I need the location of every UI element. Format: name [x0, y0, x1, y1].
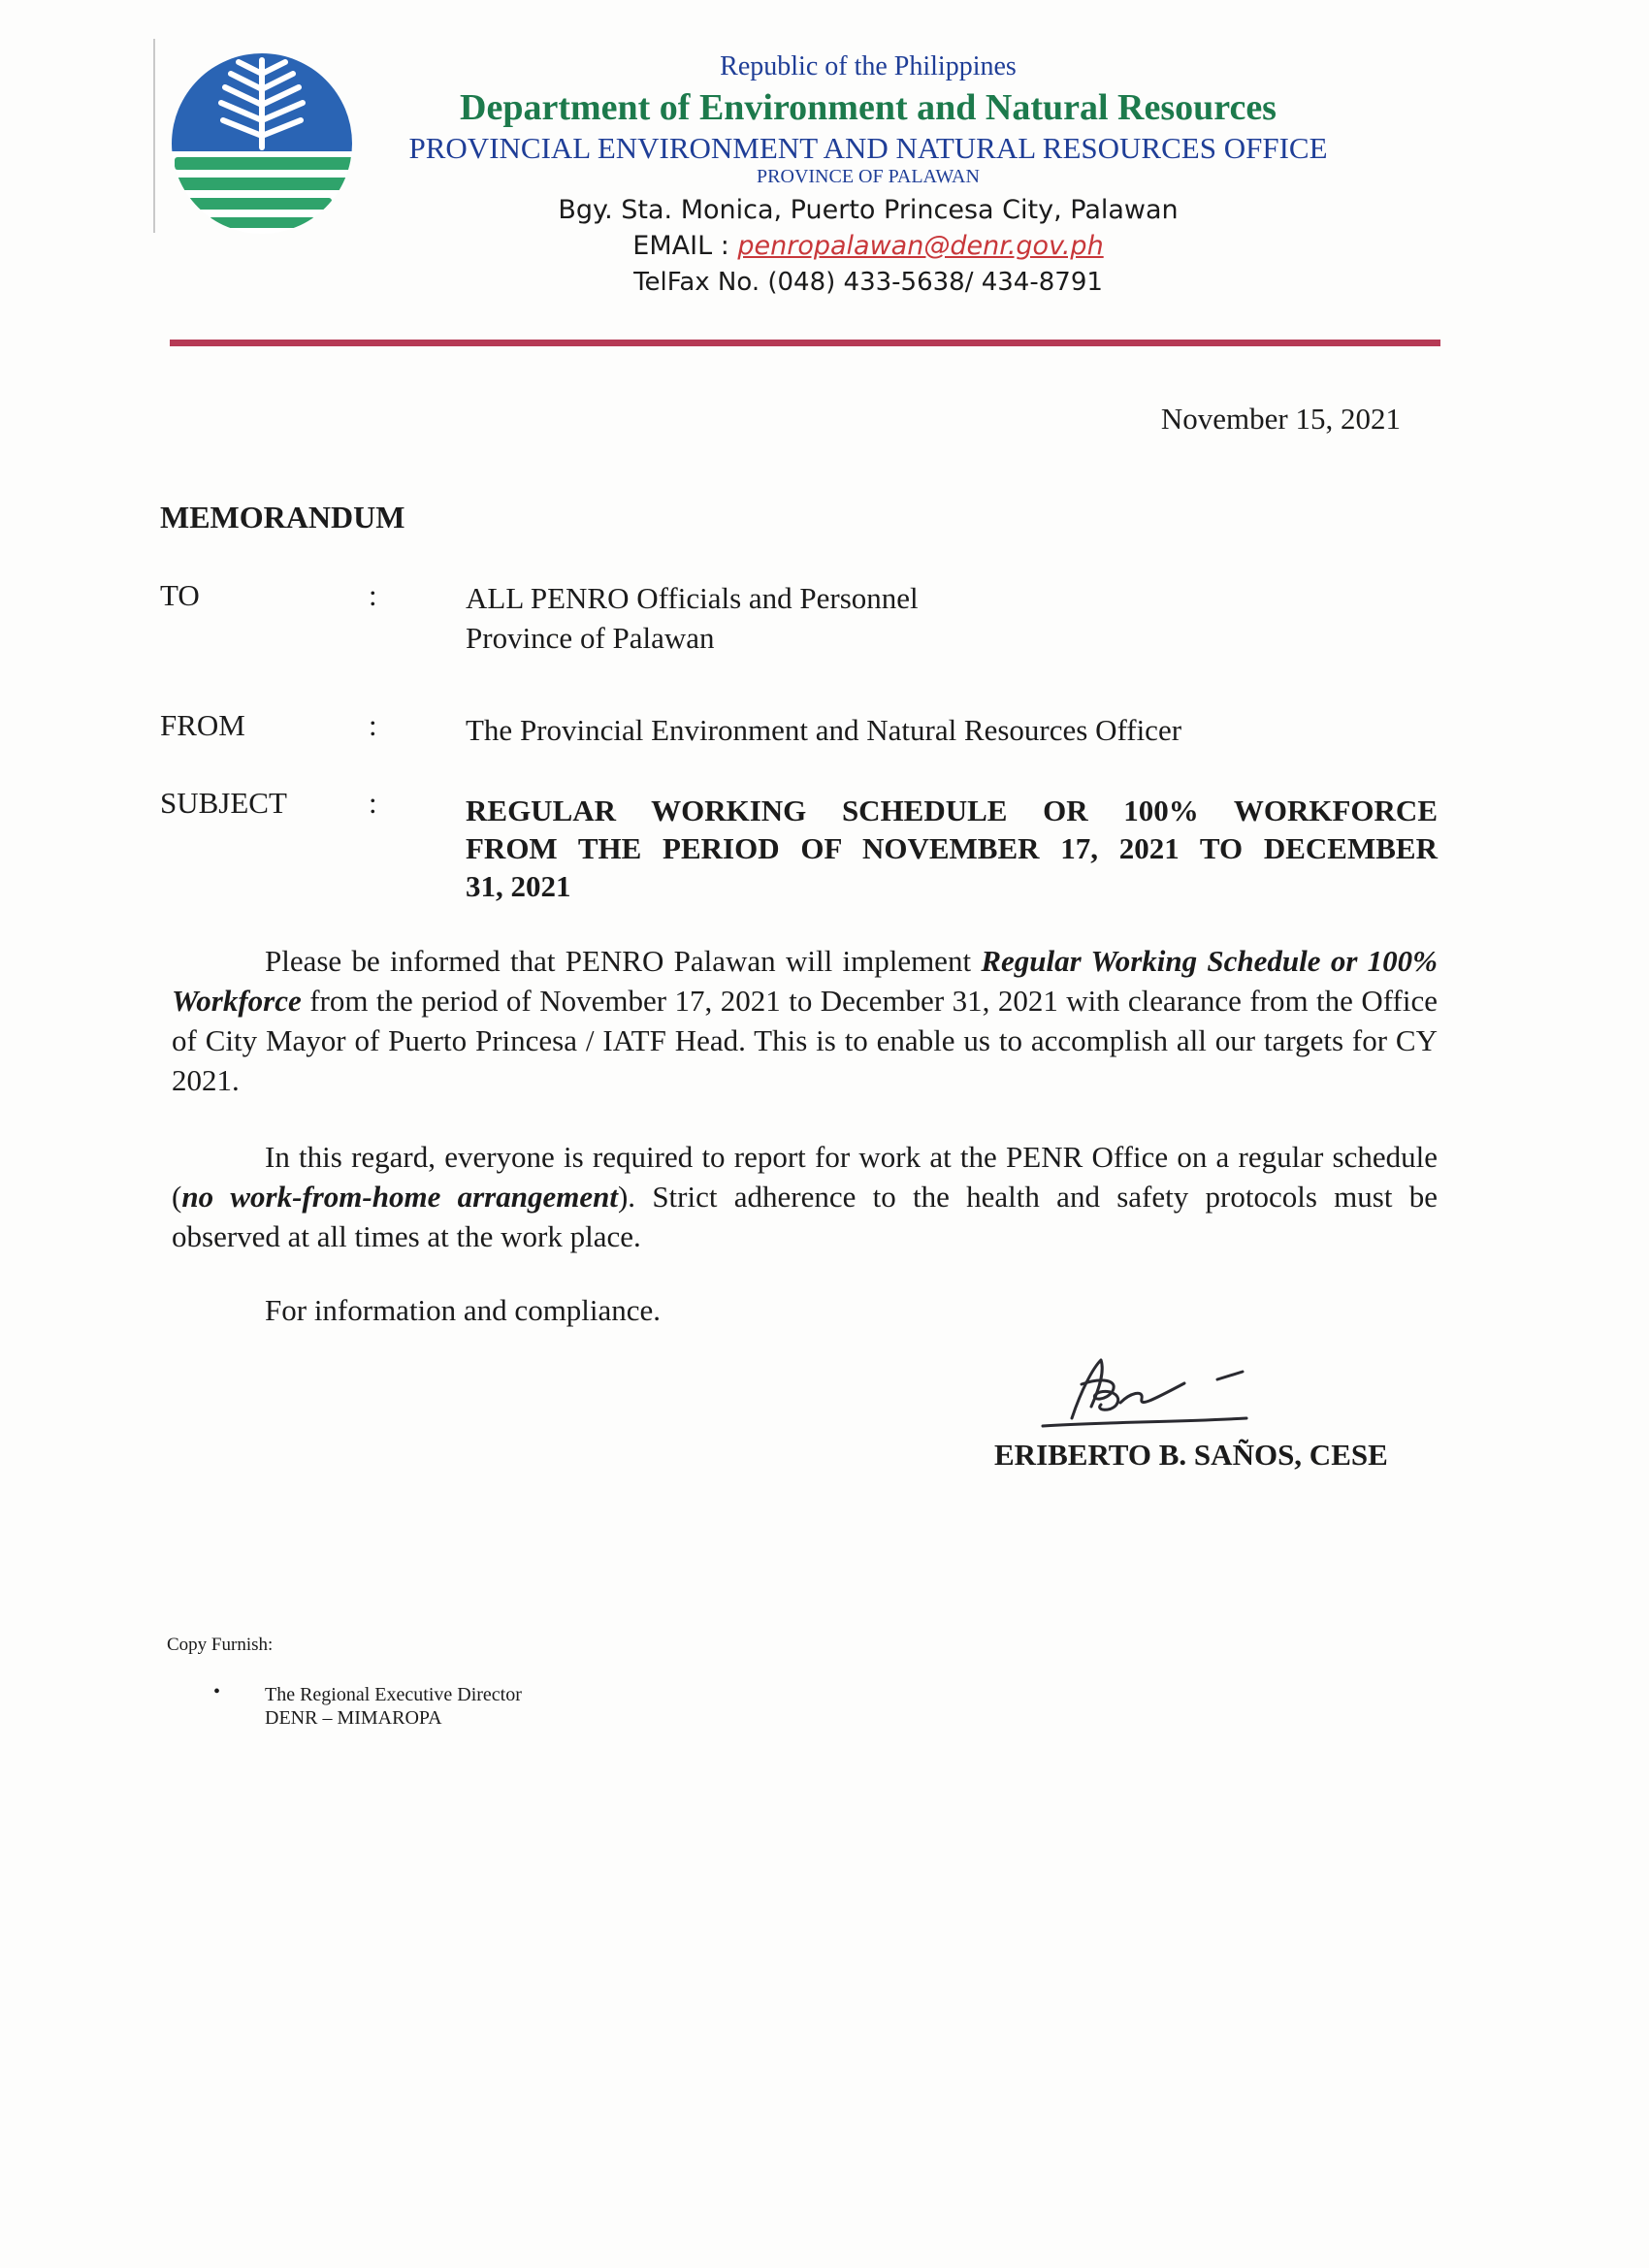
p2-emphasis: no work-from-home arrangement [181, 1180, 618, 1214]
letterhead-email-line [320, 233, 1416, 259]
subject-colon: : [369, 786, 377, 820]
letterhead-department: Department of Environment and Natural Resources [460, 87, 1277, 128]
letterhead-republic: Republic of the Philippines [720, 51, 1017, 81]
email-link[interactable]: penropalawan@denr.gov.ph [737, 231, 1104, 261]
letterhead-address: Bgy. Sta. Monica, Puerto Princesa City, Palawan [558, 195, 1179, 225]
p2-text-a: In this regard, everyone is required to report for work at the PENR Office on a regular schedule ( [172, 1140, 1438, 1214]
to-line-1: ALL PENRO Officials and Personnel [466, 581, 919, 615]
memo-date: November 15, 2021 [1160, 402, 1401, 436]
body-paragraph-2 [172, 1137, 1438, 1256]
p1-emphasis: Regular Working Schedule or 100% Workforce [172, 944, 1438, 1018]
body-paragraph-1 [172, 941, 1438, 1100]
to-line-2: Province of Palawan [466, 621, 715, 655]
p2-text-c: ). Strict adherence to the health and safety protocols must be observed at all times at the work place. [172, 1180, 1438, 1253]
subject-line-3: 31, 2021 [466, 869, 571, 903]
from-label: FROM [160, 708, 245, 742]
to-label: TO [160, 578, 200, 612]
body-paragraph-3 [172, 1290, 1438, 1330]
handwritten-signature [1023, 1350, 1256, 1438]
to-colon: : [369, 578, 377, 612]
letterhead-telfax: TelFax No. (048) 433-5638/ 434-8791 [633, 268, 1103, 297]
from-colon: : [369, 708, 377, 742]
subject-label: SUBJECT [160, 786, 287, 820]
subject-value [466, 792, 1438, 905]
recipient-line-1: The Regional Executive Director [265, 1684, 522, 1705]
copy-furnish-label: Copy Furnish: [167, 1635, 274, 1655]
letterhead-office: PROVINCIAL ENVIRONMENT AND NATURAL RESOURCES OFFICE [408, 131, 1328, 165]
memo-title: MEMORANDUM [160, 500, 405, 535]
subject-line-2: FROM THE PERIOD OF NOVEMBER 17, 2021 TO DECEMBER [466, 831, 1438, 865]
p3-text: For information and compliance. [265, 1293, 662, 1327]
to-value [466, 578, 919, 658]
p1-text-a: Please be informed that PENRO Palawan will implement [265, 944, 982, 978]
signatory-name: ERIBERTO B. SAÑOS, CESE [994, 1438, 1388, 1472]
subject-line-1: REGULAR WORKING SCHEDULE OR 100% WORKFORCE [466, 794, 1438, 827]
p1-text-c: from the period of November 17, 2021 to December 31, 2021 with clearance from the Office of City Mayor of Puerto Princesa / IATF Head. This is to enable us to accomplish all our targets for CY 2021. [172, 984, 1438, 1097]
copy-furnish-recipient [265, 1683, 522, 1730]
header-divider [170, 340, 1440, 346]
email-label: EMAIL : [632, 231, 738, 261]
from-value: The Provincial Environment and Natural Resources Officer [466, 713, 1182, 747]
recipient-line-2: DENR – MIMAROPA [265, 1707, 442, 1729]
bullet-icon: • [213, 1681, 221, 1702]
scan-margin-line [153, 39, 155, 233]
letterhead-province: PROVINCE OF PALAWAN [757, 166, 980, 187]
